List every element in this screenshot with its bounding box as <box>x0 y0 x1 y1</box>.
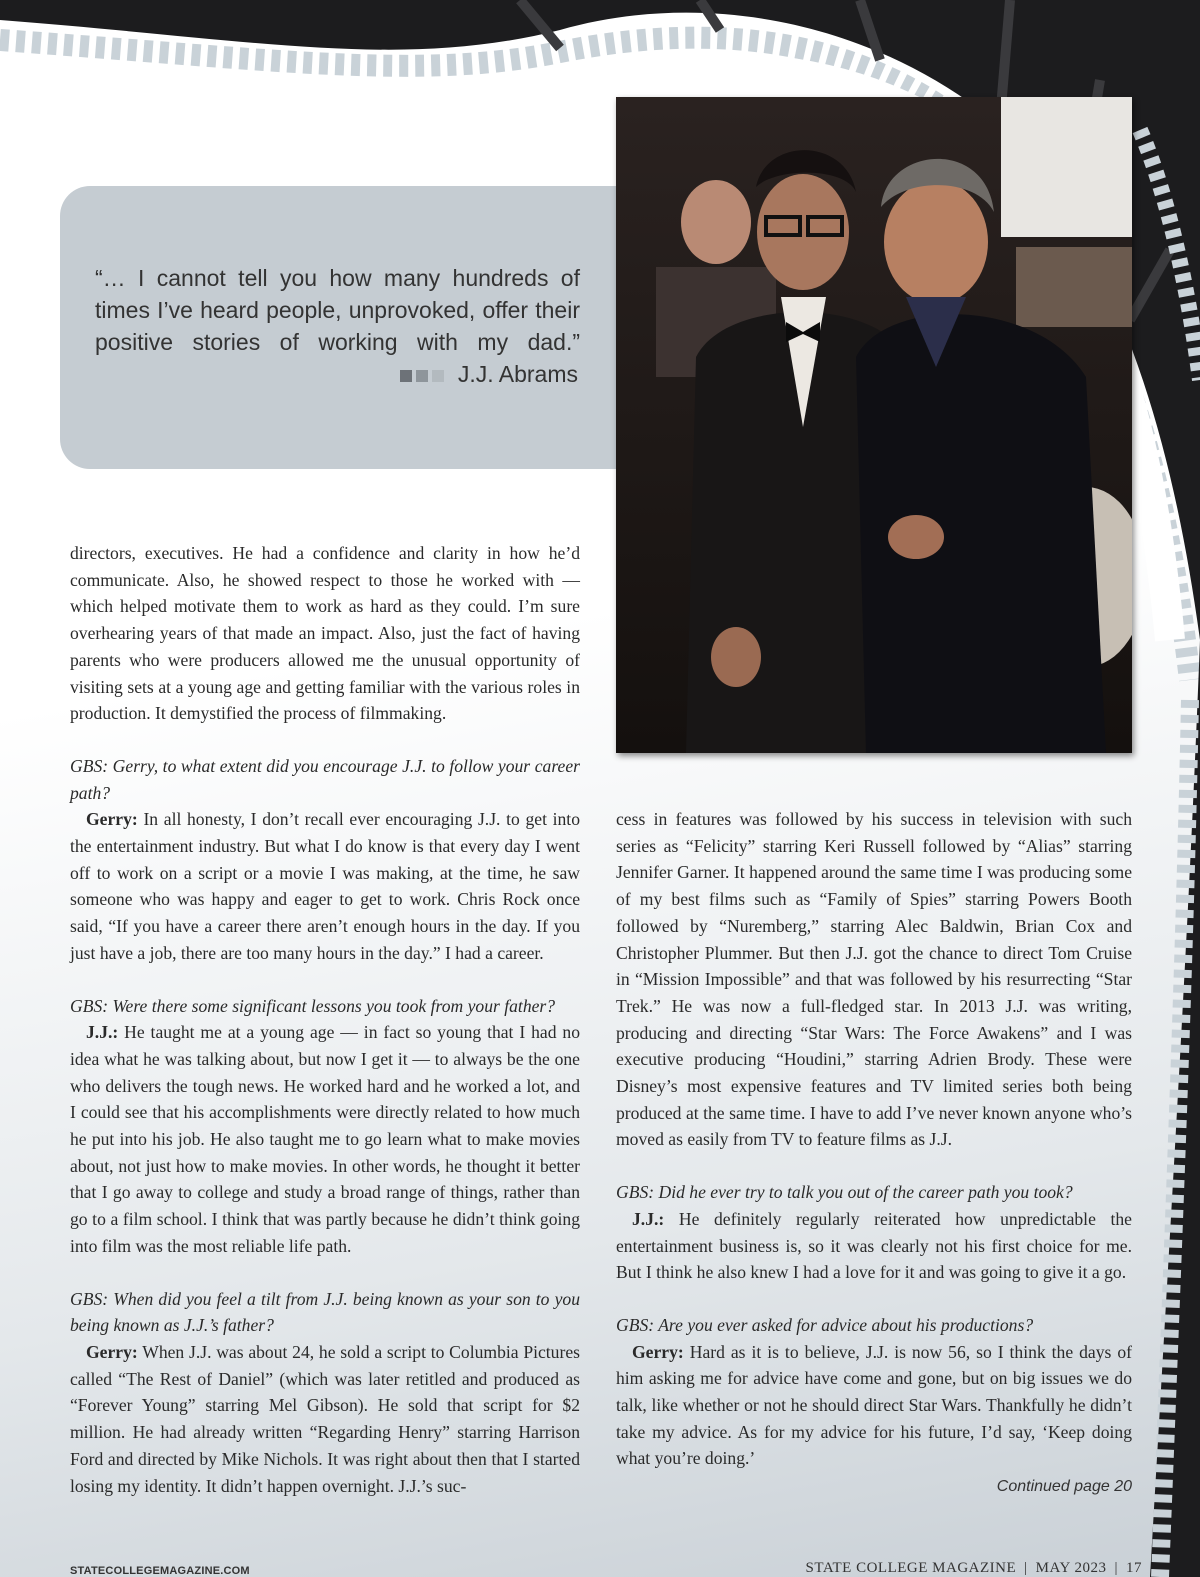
article-left-column <box>70 540 580 1499</box>
interview-question: GBS: Are you ever asked for advice about his productions? <box>616 1314 1034 1335</box>
speaker-name: Gerry: <box>632 1341 684 1362</box>
photo-abrams-father-and-son <box>616 97 1132 753</box>
attribution-squares <box>400 361 448 388</box>
footer-issue: MAY 2023 <box>1035 1560 1107 1576</box>
footer-magazine-info: STATE COLLEGE MAGAZINE | MAY 2023 | 17 <box>805 1560 1142 1576</box>
continued-note: Continued page 20 <box>996 1478 1132 1495</box>
speaker-name: Gerry: <box>86 809 138 830</box>
body-paragraph: cess in features was followed by his success in television with such series as “Felicity” starring Keri Russell followed by “Alias” starring Jennifer Garner. It happened around the same time I was producing some of my best films such as “Family of Spies” starring Powers Booth followed by “Nuremberg,” starring Alec Baldwin, Brian Cox and Christopher Plummer. But then J.J. got the chance to direct Tom Cruise in “Mission Impossible” and that was followed by his resurrecting “Star Trek.” He was now a full-fledged star. In 2013 J.J. was writing, producing and directing “Star Wars: The Force Awakens” and I was executive producing “Houdini,” starring Adrien Brody. These were Disney’s most expensive features and TV limited series both being produced at the same time. I have to add I’ve never known anyone who’s moved as easily from TV to feature films as J.J. <box>616 809 1132 1150</box>
pull-quote-text: “… I cannot tell you how many hundreds of times I’ve heard people, unprovoked, offer their positive stories of working with my dad.” <box>95 265 580 355</box>
interview-answer: Gerry: In all honesty, I don’t recall ever encouraging J.J. to get into the entertainment industry. But what I do know is that every day I went off to work on a script or a movie I was making, at the time, he saw someone who was happy and eager to get to work. Chris Rock once said, “If you have a career there aren’t enough hours in the day. If you just have a job, there are too many hours in the day.” I had a career. <box>70 809 580 963</box>
interview-answer: Gerry: Hard as it is to believe, J.J. is now 56, so I think the days of him asking me for advice have come and gone, but on big issues we do talk, like whether or not he should direct Star Wars. Thankfully he didn’t take my advice. As for my advice for his future, I’d say, ‘Keep doing what you’re doing.’ <box>616 1341 1132 1469</box>
footer-page-number: 17 <box>1126 1560 1142 1576</box>
interview-question: GBS: When did you feel a tilt from J.J. being known as your son to you being known as J.J.’s father? <box>70 1288 580 1336</box>
footer-magazine: STATE COLLEGE MAGAZINE <box>805 1560 1017 1576</box>
footer-website: STATECOLLEGEMAGAZINE.COM <box>70 1565 250 1577</box>
attribution-name: J.J. Abrams <box>457 361 578 387</box>
speaker-name: J.J.: <box>86 1022 119 1043</box>
speaker-name: J.J.: <box>632 1208 665 1229</box>
body-paragraph: directors, executives. He had a confidence and clarity in how he’d communicate. Also, he showed respect to those he worked with — which helped motivate them to work as hard as they could. I’m sure overhearing years of that made an impact. Also, just the fact of having parents who were producers allowed me the unusual opportunity of visiting sets at a young age and getting familiar with the various roles in production. It demystified the process of filmmaking. <box>70 543 580 724</box>
interview-question: GBS: Did he ever try to talk you out of the career path you took? <box>616 1182 1073 1203</box>
article-right-column <box>616 806 1132 1472</box>
interview-question: GBS: Were there some significant lessons you took from your father? <box>70 995 556 1016</box>
speaker-name: Gerry: <box>86 1341 138 1362</box>
interview-answer: J.J.: He definitely regularly reiterated how unpredictable the entertainment business is, so it was clearly not his first choice for me. But I think he also knew I had a love for it and was going to give it a go. <box>616 1208 1132 1283</box>
interview-question: GBS: Gerry, to what extent did you encourage J.J. to follow your career path? <box>70 755 580 803</box>
interview-answer: Gerry: When J.J. was about 24, he sold a script to Columbia Pictures called “The Rest of Daniel” (which was later retitled and produced as “Forever Young” starring Mel Gibson). He sold that script for $2 million. He had already written “Regarding Henry” starring Harrison Ford and directed by Mike Nichols. It was right about then that I started losing my identity. It didn’t happen overnight. J.J.’s suc- <box>70 1341 580 1496</box>
interview-answer: J.J.: He taught me at a young age — in fact so young that I had no idea what he was talking about, but now I get it — to always be the one who delivers the tough news. He worked hard and he worked a lot, and I could see that his accomplishments were directly related to how much he put into his job. He also taught me to go learn what to make movies about, not just how to make movies. In other words, he thought it better that I go away to college and study a broad range of things, rather than go to a film school. I think that was partly because he didn’t think going into film was the most reliable life path. <box>70 1022 580 1256</box>
pull-quote-attribution <box>400 361 578 388</box>
